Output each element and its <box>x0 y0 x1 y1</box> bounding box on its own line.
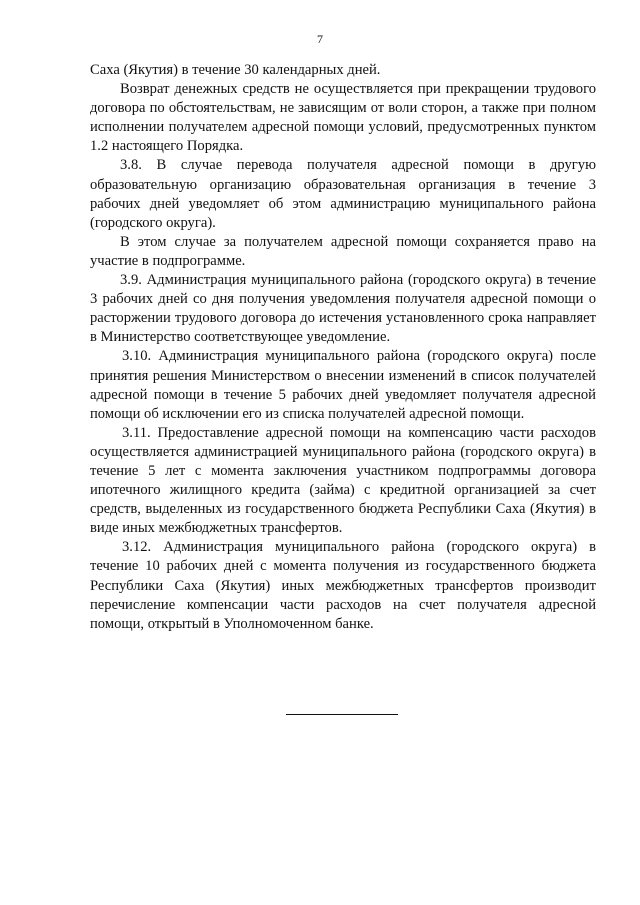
paragraph-3-10: 3.10. Администрация муниципального района (городского округа) после принятия решения Министерством о внесении изменений в список получателей адресной помощи в течение 5 рабочих дней уведомляет получателя адресной помощи об исключении его из списка получателей адресной помощи. <box>90 348 596 422</box>
paragraph-3-12: 3.12. Администрация муниципального района (городского округа) в течение 10 рабочих дней с момента получения из государственного бюджета Республики Саха (Якутия) иных межбюджетных трансфертов производит перечисление компенсации части расходов на счет получателя адресной помощи, открытый в Уполномоченном банке. <box>90 539 596 632</box>
end-of-document-rule <box>286 714 398 715</box>
paragraph-refund-exception: Возврат денежных средств не осуществляется при прекращении трудового договора по обстоятельствам, не зависящим от воли сторон, а также при полном исполнении получателем адресной помощи условий, предусмотренных пунктом 1.2 настоящего Порядка. <box>90 81 596 155</box>
paragraph-3-8: 3.8. В случае перевода получателя адресной помощи в другую образовательную организацию образовательная организация в течение 3 рабочих дней уведомляет об этом администрацию муниципального района (городского округа). <box>90 157 596 231</box>
document-body <box>90 61 596 634</box>
page-number: 7 <box>317 32 323 46</box>
paragraph-continuation: Саха (Якутия) в течение 30 календарных дней. <box>90 62 381 78</box>
paragraph-participation-right: В этом случае за получателем адресной помощи сохраняется право на участие в подпрограмме. <box>90 233 596 269</box>
paragraph-3-9: 3.9. Администрация муниципального района (городского округа) в течение 3 рабочих дней со дня получения уведомления получателя адресной помощи о расторжении трудового договора до истечения установленного срока направляет в Министерство соответствующее уведомление. <box>90 272 596 346</box>
paragraph-3-11: 3.11. Предоставление адресной помощи на компенсацию части расходов осуществляется администрацией муниципального района (городского округа) в течение 5 лет с момента заключения участником подпрограммы договора ипотечного жилищного кредита (займа) с кредитной организацией за счет средств, выделенных из государственного бюджета Республики Саха (Якутия) в виде иных межбюджетных трансфертов. <box>90 424 596 537</box>
